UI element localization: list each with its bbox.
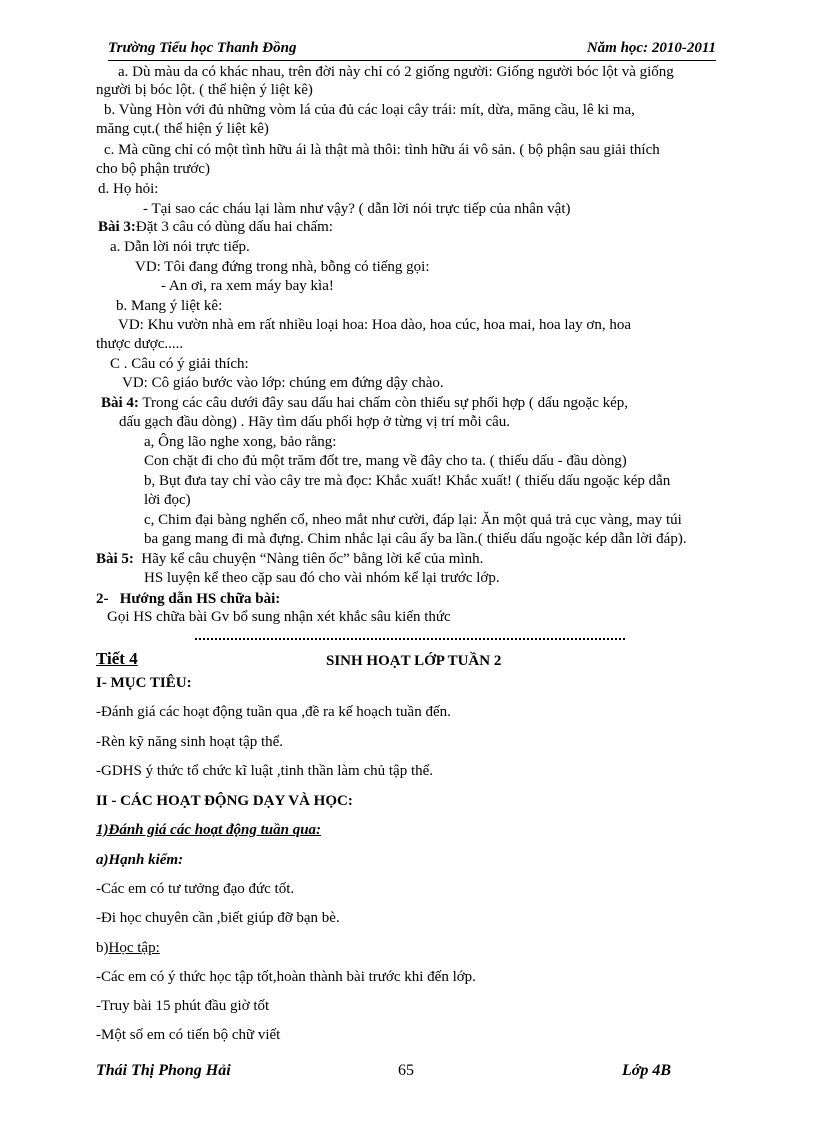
- conduct-item: -Đi học chuyên cần ,biết giúp đỡ bạn bè.: [96, 910, 340, 926]
- guide-number: 2-: [96, 591, 109, 607]
- study-heading: [96, 939, 160, 957]
- activities-heading: II - CÁC HOẠT ĐỘNG DẠY VÀ HỌC:: [96, 793, 353, 809]
- text-line: cho bộ phận trước): [96, 161, 210, 177]
- guide-title: Hướng dẫn HS chữa bài:: [119, 591, 281, 607]
- study-item: -Một số em có tiến bộ chữ viết: [96, 1027, 281, 1043]
- text-line: người bị bóc lột. ( thể hiện ý liệt kê): [96, 82, 313, 98]
- text-line: VD: Tôi đang đứng trong nhà, bỗng có tiếng gọi:: [135, 259, 430, 275]
- text-line: [98, 218, 333, 236]
- text-line: c, Chim đại bàng nghển cổ, nheo mắt như cười, đáp lại: Ăn một quả trả cục vàng, may túi: [144, 512, 682, 528]
- text-line: a. Dẫn lời nói trực tiếp.: [110, 239, 250, 255]
- text-line: b, Bụt đưa tay chỉ vào cây tre mà đọc: Khắc xuất! Khắc xuất! ( thiếu dấu ngoặc kép dẫn: [144, 473, 671, 489]
- objective-item: -Rèn kỹ năng sinh hoạt tập thể.: [96, 734, 284, 750]
- objective-item: -GDHS ý thức tổ chức kĩ luật ,tinh thần làm chủ tập thể.: [96, 763, 434, 779]
- class-name: Lớp 4B: [622, 1062, 672, 1079]
- school-year: Năm học: 2010-2011: [586, 40, 716, 56]
- page-header: [108, 40, 716, 61]
- text-line: HS luyện kể theo cặp sau đó cho vài nhóm kể lại trước lớp.: [144, 570, 500, 586]
- exercise-text: Trong các câu dưới đây sau dấu hai chấm còn thiếu sự phối hợp ( dấu ngoặc kép,: [142, 395, 629, 411]
- exercise-label: Bài 3:: [98, 219, 136, 235]
- study-label: Học tập:: [108, 940, 160, 956]
- text-line: thược dược.....: [96, 336, 184, 352]
- study-item: -Truy bài 15 phút đầu giờ tốt: [96, 998, 270, 1014]
- text-line: Gọi HS chữa bài Gv bổ sung nhận xét khắc sâu kiến thức: [107, 609, 451, 625]
- text-line: VD: Khu vườn nhà em rất nhiều loại hoa: Hoa dào, hoa cúc, hoa mai, hoa lay ơn, hoa: [118, 317, 632, 333]
- objective-item: -Đánh giá các hoạt động tuần qua ,đề ra kế hoạch tuần đến.: [96, 704, 451, 720]
- exercise-label: Bài 4:: [101, 395, 139, 411]
- text-line: a. Dù màu da có khác nhau, trên đời này chỉ có 2 giống người: Giống người bóc lột và giống: [118, 64, 674, 80]
- text-line: VD: Cô giáo bước vào lớp: chúng em đứng dậy chào.: [122, 375, 444, 391]
- study-prefix: b): [96, 940, 109, 956]
- text-line: C . Câu có ý giải thích:: [110, 356, 249, 372]
- text-line: b. Vùng Hòn với đủ những vòm lá của đủ các loại cây trái: mít, dừa, măng cầu, lê ki ma,: [104, 102, 635, 118]
- school-name: Trường Tiểu học Thanh Đồng: [108, 40, 297, 56]
- conduct-heading: a)Hạnh kiểm:: [96, 852, 184, 868]
- exercise-text: Hãy kể câu chuyện “Nàng tiên ốc” bằng lời kể của mình.: [141, 551, 484, 567]
- text-line: c. Mà cũng chỉ có một tình hữu ái là thật mà thôi: tình hữu ái vô sản. ( bộ phận sau giải thích: [104, 142, 660, 158]
- text-line: [96, 550, 483, 568]
- exercise-label: Bài 5:: [96, 551, 134, 567]
- guide-heading: [96, 590, 280, 608]
- text-line: - Tại sao các cháu lại làm như vậy? ( dẫn lời nói trực tiếp của nhân vật): [143, 201, 571, 217]
- lesson-title: SINH HOẠT LỚP TUẦN 2: [326, 653, 502, 669]
- text-line: Con chặt đi cho đủ một trăm đốt tre, mang về đây cho ta. ( thiếu dấu - đầu dòng): [144, 453, 627, 469]
- text-line: măng cụt.( thể hiện ý liệt kê): [96, 121, 269, 137]
- objectives-heading: I- MỤC TIÊU:: [96, 675, 192, 691]
- text-line: a, Ông lão nghe xong, bảo rằng:: [144, 434, 337, 450]
- text-line: dấu gạch đầu dòng) . Hãy tìm dấu phối hợp ở từng vị trí mỗi câu.: [119, 414, 511, 430]
- conduct-item: -Các em có tư tưởng đạo đức tốt.: [96, 881, 295, 897]
- study-item: -Các em có ý thức học tập tốt,hoàn thành bài trước khi đến lớp.: [96, 969, 476, 985]
- exercise-text: Đặt 3 câu có dùng dấu hai chấm:: [135, 219, 333, 235]
- review-heading: 1)Đánh giá các hoạt động tuần qua:: [96, 822, 322, 838]
- text-line: ba gang mang đi mà đựng. Chim nhắc lại câu ấy ba lần.( thiếu dấu ngoặc kép dẫn lời đáp).: [144, 531, 687, 547]
- page-number: 65: [398, 1062, 414, 1079]
- teacher-name: Thái Thị Phong Hải: [96, 1062, 231, 1079]
- text-line: d. Họ hỏi:: [98, 181, 159, 197]
- text-line: lời đọc): [144, 492, 191, 508]
- dotted-separator: [195, 638, 625, 640]
- text-line: [101, 394, 628, 412]
- text-line: b. Mang ý liệt kê:: [116, 298, 223, 314]
- lesson-number: Tiết 4: [96, 649, 138, 668]
- text-line: - An ơi, ra xem máy bay kìa!: [161, 278, 334, 294]
